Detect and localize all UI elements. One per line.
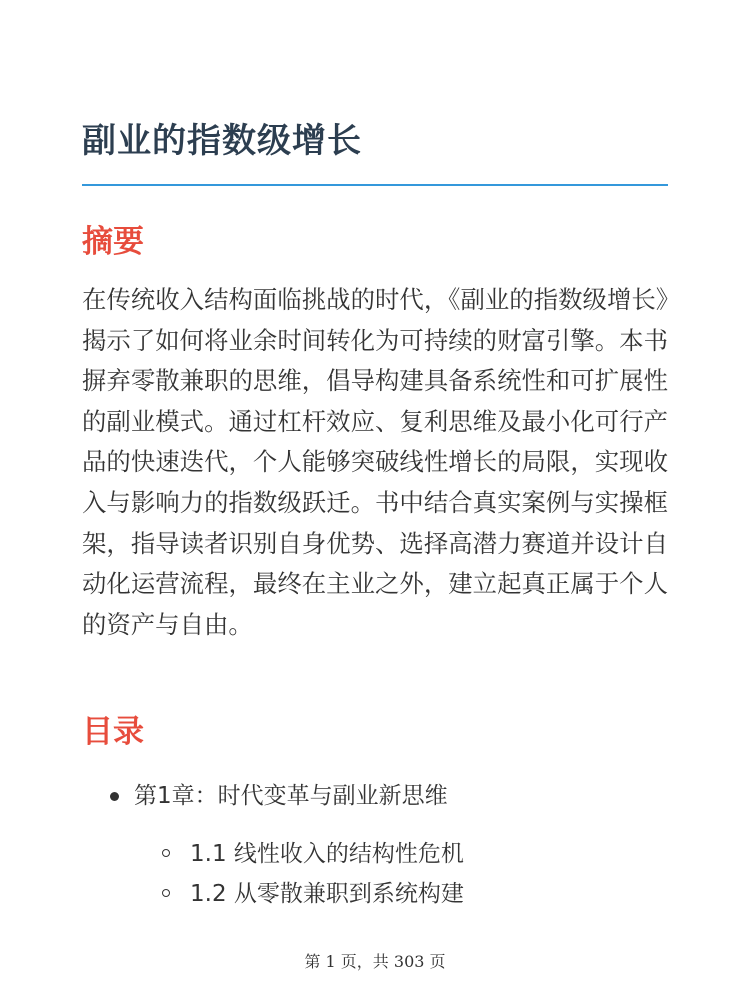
toc-list <box>82 776 668 914</box>
toc-section-list <box>134 834 668 914</box>
toc-section-item[interactable] <box>134 834 668 874</box>
toc-section-label: 1.1 线性收入的结构性危机 <box>190 841 464 867</box>
toc-section-item[interactable] <box>134 874 668 914</box>
abstract-paragraph: 在传统收入结构面临挑战的时代，《副业的指数级增长》揭示了如何将业余时间转化为可持续的财富引擎。本书摒弃零散兼职的思维，倡导构建具备系统性和可扩展性的副业模式。通过杠杆效应、复利思维及最小化可行产品的快速迭代，个人能够突破线性增长的局限，实现收入与影响力的指数级跃迁。书中结合真实案例与实操框架，指导读者识别自身优势、选择高潜力赛道并设计自动化运营流程，最终在主业之外，建立起真正属于个人的资产与自由。 <box>82 285 668 639</box>
toc-chapter-item[interactable] <box>82 776 668 914</box>
toc-chapter-label: 第1章：时代变革与副业新思维 <box>134 783 448 809</box>
title-divider <box>82 184 668 186</box>
abstract-heading: 摘要 <box>82 224 144 260</box>
bullet-circle-icon <box>162 889 170 897</box>
bullet-disc-icon <box>110 792 119 801</box>
page-footer: 第 1 页，共 303 页 <box>304 952 446 971</box>
toc-heading: 目录 <box>82 714 144 750</box>
bullet-circle-icon <box>162 849 170 857</box>
toc-section-label: 1.2 从零散兼职到系统构建 <box>190 881 464 907</box>
book-title: 副业的指数级增长 <box>82 121 362 161</box>
